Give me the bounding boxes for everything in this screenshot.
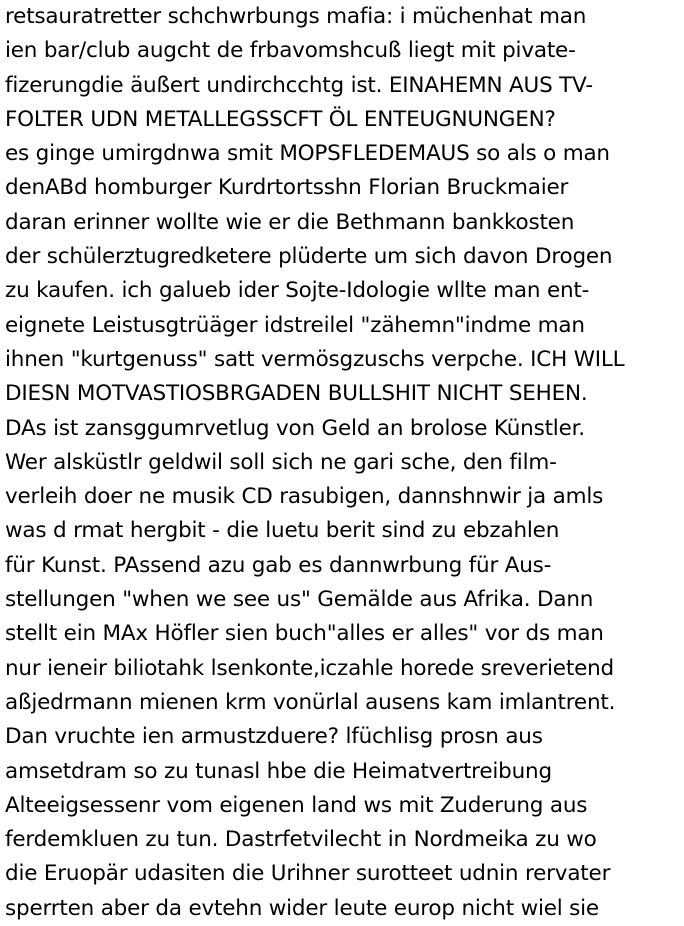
text-line: die Eruopär udasiten die Urihner surotteet udnin rervater xyxy=(5,861,611,887)
text-line: ferdemkluen zu tun. Dastrfetvilecht in Nordmeika zu wo xyxy=(5,827,597,853)
text-line: fizerungdie äußert undirchcchtg ist. EINAHEMN AUS TV- xyxy=(5,72,593,98)
document-body xyxy=(5,0,683,926)
text-line: retsauratretter schchwrbungs mafia: i müchenhat man xyxy=(5,4,587,29)
text-line: daran erinner wollte wie er die Bethmann bankkosten xyxy=(5,209,575,235)
text-line: ien bar/club augcht de frbavomshcuß liegt mit pivate- xyxy=(5,38,576,64)
text-line: denABd homburger Kurdrtortsshn Florian Bruckmaier xyxy=(5,175,569,201)
text-line: was d rmat hergbit - die luetu berit sind zu ebzahlen xyxy=(5,518,560,544)
text-line: FOLTER UDN METALLEGSSCFT ÖL ENTEUGNUNGEN? xyxy=(5,106,556,132)
text-line: Wer alsküstlr geldwil soll sich ne gari sche, den film- xyxy=(5,449,557,475)
text-line: stellungen "when we see us" Gemälde aus Afrika. Dann xyxy=(5,587,594,613)
text-line: der schülerztugredketere plüderte um sich davon Drogen xyxy=(5,244,613,270)
text-line: DIESN MOTVASTIOSBRGADEN BULLSHIT NICHT SEHEN. xyxy=(5,381,588,407)
text-line: ihnen "kurtgenuss" satt vermösgzuschs verpche. ICH WILL xyxy=(5,346,625,372)
text-line: Dan vruchte ien armustzduere? lfüchlisg prosn aus xyxy=(5,724,543,750)
text-line: DAs ist zansggumrvetlug von Geld an brolose Künstler. xyxy=(5,415,585,441)
text-line: nur ieneir biliotahk lsenkonte,iczahle horede sreverietend xyxy=(5,655,614,681)
text-line: eignete Leistusgtrüäger idstreilel "zähemn"indme man xyxy=(5,312,585,338)
text-line: es ginge umirgdnwa smit MOPSFLEDEMAUS so als o man xyxy=(5,141,610,167)
text-line: verleih doer ne musik CD rasubigen, dannshnwir ja amls xyxy=(5,484,604,510)
text-line: sperrten aber da evtehn wider leute europ nicht wiel sie xyxy=(5,895,599,921)
text-line: zu kaufen. ich galueb ider Sojte-Idologie wllte man ent- xyxy=(5,278,590,304)
text-line: amsetdram so zu tunasl hbe die Heimatvertreibung xyxy=(5,758,552,784)
text-line: stellt ein MAx Höfler sien buch"alles er alles" vor ds man xyxy=(5,621,604,647)
text-line: für Kunst. PAssend azu gab es dannwrbung für Aus- xyxy=(5,552,552,578)
text-line: aßjedrmann mienen krm vonürlal ausens kam imlantrent. xyxy=(5,689,616,715)
text-line: Alteeigsessenr vom eigenen land ws mit Zuderung aus xyxy=(5,792,588,818)
